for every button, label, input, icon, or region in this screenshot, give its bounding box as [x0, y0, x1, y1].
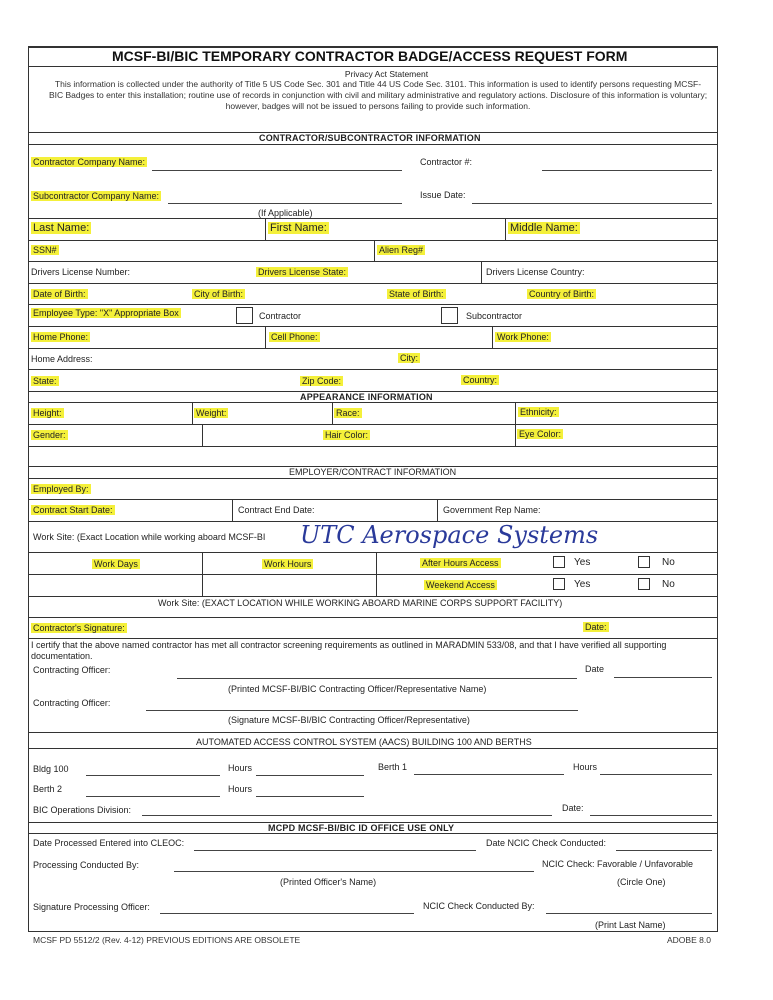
- certification-text: I certify that the above named contractor has met all contractor screening requirements as outlined in MARADMIN 533/08, and that I have verified all supporting documentation.: [31, 640, 667, 661]
- circle-one-caption: (Circle One): [617, 877, 666, 887]
- certification-date-label: Date: [585, 664, 605, 674]
- contractor-checkbox[interactable]: [236, 307, 253, 324]
- ssn-label: SSN#: [33, 245, 57, 255]
- signature-officer-caption: (Signature MCSF-BI/BIC Contracting Officer/Representative): [228, 715, 470, 725]
- divider: [28, 240, 718, 241]
- contract-end-date-label: Contract End Date:: [238, 505, 315, 515]
- weekend-no-checkbox[interactable]: [638, 578, 650, 590]
- divider: [481, 261, 482, 283]
- printed-officer-caption: (Printed MCSF-BI/BIC Contracting Officer/Representative Name): [228, 684, 487, 694]
- work-site-label: Work Site: (Exact Location while working aboard MCSF-BI: [33, 532, 266, 542]
- divider: [505, 218, 506, 240]
- after-hours-no-label: No: [662, 557, 675, 568]
- contractor-company-name-label: Contractor Company Name:: [33, 157, 146, 167]
- form-bottom-border: [28, 931, 718, 932]
- divider: [28, 402, 718, 403]
- contract-start-date-label: Contract Start Date:: [33, 505, 113, 515]
- divider: [28, 638, 718, 639]
- divider: [332, 402, 333, 424]
- berth-2-label: Berth 2: [33, 784, 63, 794]
- after-hours-yes-checkbox[interactable]: [553, 556, 565, 568]
- contracting-officer-signature-field[interactable]: [146, 710, 578, 711]
- ncic-check-label: NCIC Check: Favorable / Unfavorable: [542, 859, 694, 869]
- drivers-license-country-label: Drivers License Country:: [486, 267, 585, 277]
- bic-operations-date-label: Date:: [562, 803, 584, 813]
- berth-2-hours-label: Hours: [228, 784, 253, 794]
- berth-1-hours-field[interactable]: [600, 774, 712, 775]
- employee-type-label: Employee Type: "X" Appropriate Box: [33, 308, 179, 318]
- home-address-label: Home Address:: [31, 354, 93, 364]
- subcontractor-option-label: Subcontractor: [466, 311, 523, 321]
- signature-processing-officer-label: Signature Processing Officer:: [33, 902, 150, 912]
- certification-date-field[interactable]: [614, 677, 712, 678]
- contractor-option-label: Contractor: [259, 311, 302, 321]
- divider: [192, 402, 193, 424]
- work-days-label: Work Days: [94, 559, 138, 569]
- form-left-border: [28, 46, 29, 931]
- city-of-birth-label: City of Birth:: [194, 289, 244, 299]
- subcontractor-checkbox[interactable]: [441, 307, 458, 324]
- alien-reg-label: Alien Reg#: [379, 245, 424, 255]
- berth-1-hours-label: Hours: [573, 762, 598, 772]
- height-label: Height:: [33, 408, 62, 418]
- work-phone-label: Work Phone:: [497, 332, 549, 342]
- divider: [28, 218, 718, 219]
- subcontractor-company-name-field[interactable]: [168, 203, 402, 204]
- contractor-number-field[interactable]: [542, 170, 712, 171]
- after-hours-yes-label: Yes: [574, 557, 591, 568]
- printed-officer-name-caption: (Printed Officer's Name): [280, 877, 377, 887]
- drivers-license-state-label: Drivers License State:: [258, 267, 347, 277]
- ncic-conducted-by-field[interactable]: [546, 913, 712, 914]
- after-hours-no-checkbox[interactable]: [638, 556, 650, 568]
- contracting-officer-2-label: Contracting Officer:: [33, 698, 111, 708]
- aacs-heading: AUTOMATED ACCESS CONTROL SYSTEM (AACS) BUILDING 100 AND BERTHS: [196, 737, 532, 747]
- date-ncic-label: Date NCIC Check Conducted:: [486, 838, 607, 848]
- issue-date-field[interactable]: [472, 203, 712, 204]
- issue-date-label: Issue Date:: [420, 190, 466, 200]
- divider: [28, 574, 718, 575]
- processing-conducted-by-label: Processing Conducted By:: [33, 860, 140, 870]
- work-site-marine-label: Work Site: (EXACT LOCATION WHILE WORKING ABOARD MARINE CORPS SUPPORT FACILITY): [158, 598, 563, 608]
- bic-operations-label: BIC Operations Division:: [33, 805, 132, 815]
- weekend-access-label: Weekend Access: [426, 580, 495, 590]
- form-title: MCSF-BI/BIC TEMPORARY CONTRACTOR BADGE/ACCESS REQUEST FORM: [112, 48, 628, 64]
- after-hours-access-label: After Hours Access: [422, 558, 499, 568]
- print-last-name-caption: (Print Last Name): [595, 920, 666, 930]
- bic-operations-field[interactable]: [142, 815, 552, 816]
- divider: [28, 596, 718, 597]
- state-label: State:: [33, 376, 57, 386]
- bldg-100-hours-label: Hours: [228, 763, 253, 773]
- contracting-officer-label: Contracting Officer:: [33, 665, 111, 675]
- form-right-border: [717, 46, 718, 931]
- state-of-birth-label: State of Birth:: [389, 289, 444, 299]
- work-hours-label: Work Hours: [264, 559, 312, 569]
- weekend-no-label: No: [662, 579, 675, 590]
- date-ncic-field[interactable]: [616, 850, 712, 851]
- title-divider: [28, 66, 718, 67]
- divider: [28, 499, 718, 500]
- divider: [28, 144, 718, 145]
- contractors-signature-label: Contractor's Signature:: [33, 623, 125, 633]
- government-rep-name-label: Government Rep Name:: [443, 505, 541, 515]
- employer-section-heading: EMPLOYER/CONTRACT INFORMATION: [289, 467, 457, 477]
- divider: [28, 833, 718, 834]
- drivers-license-number-label: Drivers License Number:: [31, 267, 131, 277]
- country-of-birth-label: Country of Birth:: [529, 289, 595, 299]
- zip-code-label: Zip Code:: [302, 376, 342, 386]
- first-name-label: First Name:: [270, 222, 327, 234]
- country-label: Country:: [463, 375, 498, 385]
- eye-color-label: Eye Color:: [519, 429, 562, 439]
- divider: [265, 326, 266, 348]
- divider: [28, 348, 718, 349]
- contractor-company-name-field[interactable]: [152, 170, 402, 171]
- divider: [28, 748, 718, 749]
- divider: [28, 478, 718, 479]
- divider: [28, 326, 718, 327]
- appearance-section-heading: APPEARANCE INFORMATION: [300, 392, 433, 402]
- home-phone-label: Home Phone:: [33, 332, 89, 342]
- weekend-yes-checkbox[interactable]: [553, 578, 565, 590]
- if-applicable-note: (If Applicable): [258, 208, 313, 218]
- date-processed-field[interactable]: [194, 850, 476, 851]
- divider: [202, 424, 203, 446]
- contractor-number-label: Contractor #:: [420, 157, 473, 167]
- divider: [28, 552, 718, 553]
- contractor-section-heading: CONTRACTOR/SUBCONTRACTOR INFORMATION: [259, 133, 481, 143]
- work-site-handwritten-value[interactable]: UTC Aerospace Systems: [300, 521, 599, 549]
- last-name-label: Last Name:: [33, 222, 90, 234]
- employed-by-label: Employed By:: [33, 484, 89, 494]
- bic-operations-date-field[interactable]: [590, 815, 712, 816]
- divider: [28, 446, 718, 447]
- city-label: City:: [400, 353, 418, 363]
- berth-2-field[interactable]: [86, 796, 220, 797]
- divider: [232, 499, 233, 521]
- date-of-birth-label: Date of Birth:: [33, 289, 86, 299]
- software-footer: ADOBE 8.0: [667, 935, 711, 945]
- contractor-signature-date-label: Date:: [585, 622, 607, 632]
- berth-1-label: Berth 1: [378, 762, 408, 772]
- cell-phone-label: Cell Phone:: [271, 332, 318, 342]
- weight-label: Weight:: [196, 408, 227, 418]
- divider: [28, 304, 718, 305]
- divider: [28, 369, 718, 370]
- divider: [28, 261, 718, 262]
- middle-name-label: Middle Name:: [510, 222, 578, 234]
- divider: [28, 732, 718, 733]
- subcontractor-company-name-label: Subcontractor Company Name:: [33, 191, 160, 201]
- signature-processing-officer-field[interactable]: [160, 913, 414, 914]
- contracting-officer-printed-field[interactable]: [177, 678, 577, 679]
- divider: [265, 218, 266, 240]
- race-label: Race:: [336, 408, 360, 418]
- divider: [28, 617, 718, 618]
- divider: [437, 499, 438, 521]
- weekend-yes-label: Yes: [574, 579, 591, 590]
- ncic-conducted-by-label: NCIC Check Conducted By:: [423, 901, 535, 911]
- berth-2-hours-field[interactable]: [256, 796, 364, 797]
- hair-color-label: Hair Color:: [325, 430, 369, 440]
- bldg-100-hours-field[interactable]: [256, 775, 364, 776]
- divider: [28, 424, 718, 425]
- processing-conducted-by-field[interactable]: [174, 871, 534, 872]
- gender-label: Gender:: [33, 430, 66, 440]
- bldg-100-label: Bldg 100: [33, 764, 69, 774]
- date-processed-label: Date Processed Entered into CLEOC:: [33, 838, 185, 848]
- form-number-footer: MCSF PD 5512/2 (Rev. 4-12) PREVIOUS EDITIONS ARE OBSOLETE: [33, 935, 301, 945]
- privacy-heading: Privacy Act Statement: [344, 69, 429, 79]
- privacy-text: This information is collected under the authority of Title 5 US Code Sec. 301 and Title 44 US Code Sec. 3101. This information is used to identify persons requesting MCSF-BIC Badges to enter this installation; routine use of records in conjunction with civil and military administrative and regulatory actions. Disclosure of this information is voluntary; however, badges will not be issued to persons failing to provide such information.: [48, 79, 708, 111]
- divider: [374, 240, 375, 261]
- bldg-100-field[interactable]: [86, 775, 220, 776]
- divider: [28, 283, 718, 284]
- divider: [492, 326, 493, 348]
- office-use-heading: MCPD MCSF-BI/BIC ID OFFICE USE ONLY: [268, 823, 455, 833]
- berth-1-field[interactable]: [414, 774, 564, 775]
- ethnicity-label: Ethnicity:: [520, 407, 557, 417]
